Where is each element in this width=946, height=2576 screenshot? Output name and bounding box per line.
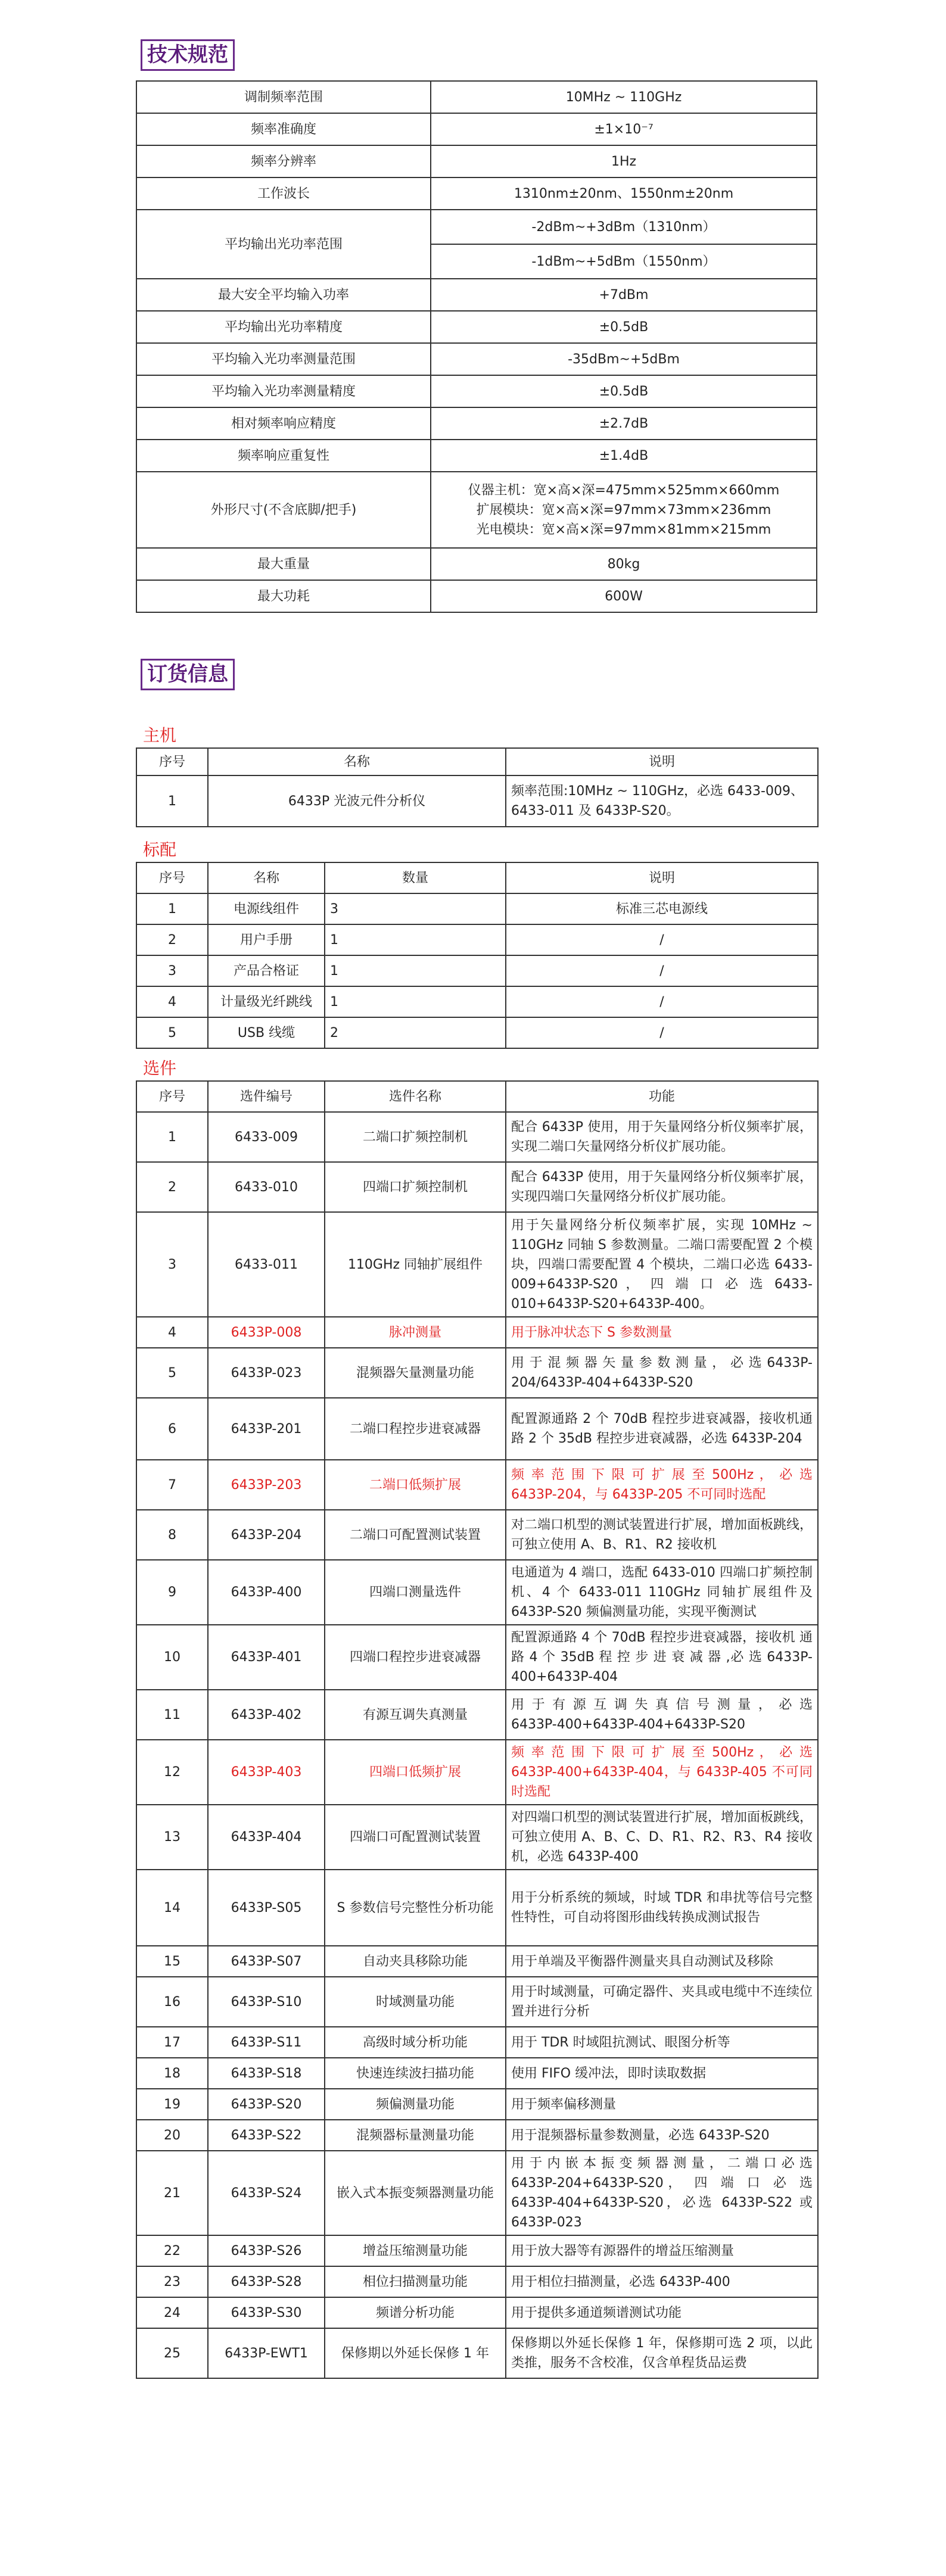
spec-row <box>136 177 817 210</box>
spec-value: 10MHz ~ 110GHz <box>431 81 817 113</box>
opt-func: 用 于 混 频 器 矢 量 参 数 测 量 ， 必 选 6433P-204/6433P-404+6433P-S20 <box>506 1348 818 1398</box>
opt-func: 用于混频器标量参数测量，必选 6433P-S20 <box>506 2120 818 2151</box>
spec-section-title: 技术规范 <box>141 39 235 71</box>
opt-code: 6433P-S28 <box>208 2266 325 2297</box>
spec-value: -35dBm~+5dBm <box>431 343 817 375</box>
table-row <box>136 2058 818 2089</box>
opt-func: 用 于 内 嵌 本 振 变 频 器 测 量 ， 二 端 口 必 选 6433P-204+6433P-S20， 四 端 口 必 选 6433P-404+6433P-S20，必选 6433P-S22 或 6433P-023 <box>506 2151 818 2235</box>
opt-no: 2 <box>136 1162 208 1212</box>
opt-no: 18 <box>136 2058 208 2089</box>
table-row <box>136 2297 818 2328</box>
opt-no: 23 <box>136 2266 208 2297</box>
std-name: 电源线组件 <box>208 893 325 924</box>
std-no: 3 <box>136 955 208 986</box>
table-row <box>136 1946 818 1977</box>
table-row <box>136 1112 818 1162</box>
spec-value: -2dBm~+3dBm（1310nm） <box>431 210 817 244</box>
spec-label: 平均输入光功率测量精度 <box>136 375 431 407</box>
table-row <box>136 2027 818 2058</box>
spec-value: ±0.5dB <box>431 311 817 343</box>
opt-name: 二端口可配置测试装置 <box>325 1510 506 1560</box>
table-row <box>136 1690 818 1740</box>
spec-value: 仪器主机：宽×高×深=475mm×525mm×660mm 扩展模块：宽×高×深=97mm×73mm×236mm 光电模块：宽×高×深=97mm×81mm×215mm <box>431 472 817 548</box>
std-no: 2 <box>136 924 208 955</box>
opt-name: 二端口扩频控制机 <box>325 1112 506 1162</box>
opt-no: 20 <box>136 2120 208 2151</box>
std-name: USB 线缆 <box>208 1017 325 1048</box>
opt-name: 110GHz 同轴扩展组件 <box>325 1212 506 1317</box>
opt-no: 8 <box>136 1510 208 1560</box>
opt-func: 用于矢量网络分析仪频率扩展，实现 10MHz ~ 110GHz 同轴 S 参数测量。二端口需要配置 2 个模块，四端口需要配置 4 个模块，二端口必选 6433-009+6433P-S20 ， 四 端 口 必 选 6433-010+6433P-S20+6433P-400。 <box>506 1212 818 1317</box>
spec-row <box>136 580 817 612</box>
opt-no: 3 <box>136 1212 208 1317</box>
spec-row <box>136 343 817 375</box>
opt-code: 6433P-S18 <box>208 2058 325 2089</box>
opt-func: 用于分析系统的频域，时域 TDR 和串扰等信号完整性特性，可自动将图形曲线转换成测试报告 <box>506 1870 818 1946</box>
opt-func: 使用 FIFO 缓冲法，即时读取数据 <box>506 2058 818 2089</box>
table-row <box>136 2089 818 2120</box>
table-row <box>136 1805 818 1870</box>
opt-func: 配合 6433P 使用，用于矢量网络分析仪频率扩展，实现二端口矢量网络分析仪扩展功能。 <box>506 1112 818 1162</box>
table-row <box>136 2235 818 2266</box>
spec-row <box>136 375 817 407</box>
spec-row <box>136 311 817 343</box>
opt-no: 24 <box>136 2297 208 2328</box>
spec-label: 频率分辨率 <box>136 145 431 177</box>
table-row <box>136 2328 818 2378</box>
std-qty: 1 <box>325 986 506 1017</box>
table-row <box>136 986 818 1017</box>
opt-name: 二端口程控步进衰减器 <box>325 1398 506 1460</box>
table-row <box>136 1625 818 1690</box>
table-row <box>136 924 818 955</box>
std-qty: 1 <box>325 955 506 986</box>
opt-no: 13 <box>136 1805 208 1870</box>
table-row <box>136 2120 818 2151</box>
table-row <box>136 1162 818 1212</box>
table-row <box>136 1510 818 1560</box>
opt-name: 快速连续波扫描功能 <box>325 2058 506 2089</box>
opt-name: 四端口测量选件 <box>325 1560 506 1625</box>
opt-func: 保修期以外延长保修 1 年，保修期可选 2 项，以此类推，服务不含校准，仅含单程货品运费 <box>506 2328 818 2378</box>
opt-no: 17 <box>136 2027 208 2058</box>
opt-no: 1 <box>136 1112 208 1162</box>
opt-code: 6433P-EWT1 <box>208 2328 325 2378</box>
opt-header: 功能 <box>506 1081 818 1112</box>
opt-name: 四端口程控步进衰减器 <box>325 1625 506 1690</box>
order-section-title: 订货信息 <box>141 659 235 690</box>
opt-name: 高级时域分析功能 <box>325 2027 506 2058</box>
opt-code: 6433P-402 <box>208 1690 325 1740</box>
opt-no: 6 <box>136 1398 208 1460</box>
std-name: 计量级光纤跳线 <box>208 986 325 1017</box>
table-row <box>136 2151 818 2235</box>
opt-name: 混频器矢量测量功能 <box>325 1348 506 1398</box>
opt-name: 相位扫描测量功能 <box>325 2266 506 2297</box>
opt-no: 14 <box>136 1870 208 1946</box>
table-row <box>136 2266 818 2297</box>
opt-code: 6433P-203 <box>208 1460 325 1510</box>
opt-code: 6433P-S24 <box>208 2151 325 2235</box>
std-desc: / <box>506 986 818 1017</box>
opt-name: 混频器标量测量功能 <box>325 2120 506 2151</box>
opt-no: 21 <box>136 2151 208 2235</box>
std-header: 说明 <box>506 862 818 893</box>
opt-name: 保修期以外延长保修 1 年 <box>325 2328 506 2378</box>
std-qty: 2 <box>325 1017 506 1048</box>
opt-func: 用于时域测量，可确定器件、夹具或电缆中不连续位置并进行分析 <box>506 1977 818 2027</box>
opt-func: 用于单端及平衡器件测量夹具自动测试及移除 <box>506 1946 818 1977</box>
std-qty: 1 <box>325 924 506 955</box>
table-row <box>136 1460 818 1510</box>
opt-code: 6433P-S30 <box>208 2297 325 2328</box>
opt-func: 对四端口机型的测试装置进行扩展，增加面板跳线，可独立使用 A、B、C、D、R1、R2、R3、R4 接收机，必选 6433P-400 <box>506 1805 818 1870</box>
opt-code: 6433P-008 <box>208 1317 325 1348</box>
opt-func: 用于脉冲状态下 S 参数测量 <box>506 1317 818 1348</box>
table-row <box>136 1398 818 1460</box>
opt-code: 6433P-S22 <box>208 2120 325 2151</box>
opt-no: 9 <box>136 1560 208 1625</box>
table-row <box>136 1870 818 1946</box>
spec-label: 调制频率范围 <box>136 81 431 113</box>
host-desc: 频率范围:10MHz ~ 110GHz，必选 6433-009、6433-011 及 6433P-S20。 <box>506 775 818 827</box>
std-qty: 3 <box>325 893 506 924</box>
opt-no: 25 <box>136 2328 208 2378</box>
opt-no: 10 <box>136 1625 208 1690</box>
opt-code: 6433P-S05 <box>208 1870 325 1946</box>
opt-name: 有源互调失真测量 <box>325 1690 506 1740</box>
spec-label: 平均输出光功率范围 <box>136 210 431 279</box>
std-table <box>136 862 819 1049</box>
opt-name: 脉冲测量 <box>325 1317 506 1348</box>
opt-code: 6433P-201 <box>208 1398 325 1460</box>
opt-code: 6433P-S26 <box>208 2235 325 2266</box>
spec-table <box>136 80 817 613</box>
spec-row <box>136 548 817 580</box>
opt-name: S 参数信号完整性分析功能 <box>325 1870 506 1946</box>
table-row <box>136 775 818 827</box>
std-desc: / <box>506 955 818 986</box>
opt-code: 6433P-023 <box>208 1348 325 1398</box>
spec-label: 外形尺寸(不含底脚/把手) <box>136 472 431 548</box>
spec-value: ±0.5dB <box>431 375 817 407</box>
spec-value: -1dBm~+5dBm（1550nm） <box>431 244 817 279</box>
spec-label: 最大功耗 <box>136 580 431 612</box>
host-header: 名称 <box>208 748 506 775</box>
std-header: 数量 <box>325 862 506 893</box>
opt-func: 对二端口机型的测试装置进行扩展，增加面板跳线，可独立使用 A、B、R1、R2 接收机 <box>506 1510 818 1560</box>
opt-func: 配置源通路 4 个 70dB 程控步进衰减器，接收机 通 路 4 个 35dB 程 控 步 进 衰 减 器 ,必 选 6433P-400+6433P-404 <box>506 1625 818 1690</box>
spec-value: 1Hz <box>431 145 817 177</box>
std-no: 4 <box>136 986 208 1017</box>
std-no: 5 <box>136 1017 208 1048</box>
spec-value: +7dBm <box>431 279 817 311</box>
opt-code: 6433-010 <box>208 1162 325 1212</box>
opt-no: 22 <box>136 2235 208 2266</box>
table-row <box>136 1977 818 2027</box>
spec-row <box>136 440 817 472</box>
spec-label: 工作波长 <box>136 177 431 210</box>
spec-value: ±2.7dB <box>431 407 817 440</box>
host-header: 说明 <box>506 748 818 775</box>
opt-code: 6433P-400 <box>208 1560 325 1625</box>
table-row <box>136 1017 818 1048</box>
opt-code: 6433P-401 <box>208 1625 325 1690</box>
opt-code: 6433P-204 <box>208 1510 325 1560</box>
opt-name: 四端口扩频控制机 <box>325 1162 506 1212</box>
std-desc: / <box>506 924 818 955</box>
spec-label: 最大安全平均输入功率 <box>136 279 431 311</box>
std-name: 产品合格证 <box>208 955 325 986</box>
opt-func: 用 于 有 源 互 调 失 真 信 号 测 量 ， 必 选 6433P-400+6433P-404+6433P-S20 <box>506 1690 818 1740</box>
std-subtitle: 标配 <box>143 840 177 859</box>
spec-label: 相对频率响应精度 <box>136 407 431 440</box>
opt-no: 15 <box>136 1946 208 1977</box>
std-desc: 标准三芯电源线 <box>506 893 818 924</box>
spec-row <box>136 407 817 440</box>
opt-name: 四端口低频扩展 <box>325 1740 506 1805</box>
spec-value: 600W <box>431 580 817 612</box>
opt-name: 频偏测量功能 <box>325 2089 506 2120</box>
opt-func: 频 率 范 围 下 限 可 扩 展 至 500Hz ， 必 选 6433P-204，与 6433P-205 不可同时选配 <box>506 1460 818 1510</box>
opt-table <box>136 1080 819 2379</box>
table-row <box>136 893 818 924</box>
host-subtitle: 主机 <box>143 725 177 745</box>
opt-func: 用于相位扫描测量，必选 6433P-400 <box>506 2266 818 2297</box>
spec-label: 平均输出光功率精度 <box>136 311 431 343</box>
opt-no: 19 <box>136 2089 208 2120</box>
opt-name: 频谱分析功能 <box>325 2297 506 2328</box>
opt-no: 11 <box>136 1690 208 1740</box>
opt-header: 选件名称 <box>325 1081 506 1112</box>
opt-subtitle: 选件 <box>143 1058 177 1078</box>
std-desc: / <box>506 1017 818 1048</box>
host-table <box>136 747 819 827</box>
table-row <box>136 1740 818 1805</box>
opt-func: 频 率 范 围 下 限 可 扩 展 至 500Hz ， 必 选 6433P-400+6433P-404，与 6433P-405 不可同时选配 <box>506 1740 818 1805</box>
spec-row <box>136 113 817 145</box>
opt-name: 自动夹具移除功能 <box>325 1946 506 1977</box>
opt-name: 二端口低频扩展 <box>325 1460 506 1510</box>
spec-row <box>136 145 817 177</box>
spec-label: 频率准确度 <box>136 113 431 145</box>
opt-no: 16 <box>136 1977 208 2027</box>
spec-label: 最大重量 <box>136 548 431 580</box>
host-name: 6433P 光波元件分析仪 <box>208 775 506 827</box>
opt-code: 6433-009 <box>208 1112 325 1162</box>
opt-func: 电通道为 4 端口，选配 6433-010 四端口扩频控制机、4 个 6433-011 110GHz 同轴扩展组件及 6433P-S20 频偏测量功能，实现平衡测试 <box>506 1560 818 1625</box>
opt-func: 配置源通路 2 个 70dB 程控步进衰减器，接收机通路 2 个 35dB 程控步进衰减器，必选 6433P-204 <box>506 1398 818 1460</box>
std-name: 用户手册 <box>208 924 325 955</box>
opt-code: 6433P-S07 <box>208 1946 325 1977</box>
opt-func: 用于频率偏移测量 <box>506 2089 818 2120</box>
spec-label: 平均输入光功率测量范围 <box>136 343 431 375</box>
opt-no: 7 <box>136 1460 208 1510</box>
opt-func: 用于放大器等有源器件的增益压缩测量 <box>506 2235 818 2266</box>
table-row <box>136 1317 818 1348</box>
opt-func: 用于提供多通道频谱测试功能 <box>506 2297 818 2328</box>
opt-name: 增益压缩测量功能 <box>325 2235 506 2266</box>
spec-row <box>136 279 817 311</box>
host-no: 1 <box>136 775 208 827</box>
opt-no: 12 <box>136 1740 208 1805</box>
host-header: 序号 <box>136 748 208 775</box>
opt-no: 5 <box>136 1348 208 1398</box>
opt-code: 6433P-S10 <box>208 1977 325 2027</box>
opt-header: 选件编号 <box>208 1081 325 1112</box>
opt-code: 6433P-S20 <box>208 2089 325 2120</box>
opt-func: 配合 6433P 使用，用于矢量网络分析仪频率扩展，实现四端口矢量网络分析仪扩展功能。 <box>506 1162 818 1212</box>
opt-func: 用于 TDR 时域阻抗测试、眼图分析等 <box>506 2027 818 2058</box>
opt-code: 6433P-403 <box>208 1740 325 1805</box>
spec-value: ±1.4dB <box>431 440 817 472</box>
spec-value: ±1×10⁻⁷ <box>431 113 817 145</box>
std-header: 序号 <box>136 862 208 893</box>
std-no: 1 <box>136 893 208 924</box>
opt-header: 序号 <box>136 1081 208 1112</box>
table-row <box>136 1560 818 1625</box>
opt-code: 6433P-404 <box>208 1805 325 1870</box>
spec-value: 1310nm±20nm、1550nm±20nm <box>431 177 817 210</box>
spec-label: 频率响应重复性 <box>136 440 431 472</box>
opt-name: 四端口可配置测试装置 <box>325 1805 506 1870</box>
spec-value: 80kg <box>431 548 817 580</box>
opt-code: 6433P-S11 <box>208 2027 325 2058</box>
opt-name: 时域测量功能 <box>325 1977 506 2027</box>
table-row <box>136 955 818 986</box>
opt-code: 6433-011 <box>208 1212 325 1317</box>
std-header: 名称 <box>208 862 325 893</box>
opt-name: 嵌入式本振变频器测量功能 <box>325 2151 506 2235</box>
spec-row <box>136 81 817 113</box>
spec-row <box>136 472 817 548</box>
opt-no: 4 <box>136 1317 208 1348</box>
spec-row <box>136 210 817 244</box>
table-row <box>136 1348 818 1398</box>
table-row <box>136 1212 818 1317</box>
